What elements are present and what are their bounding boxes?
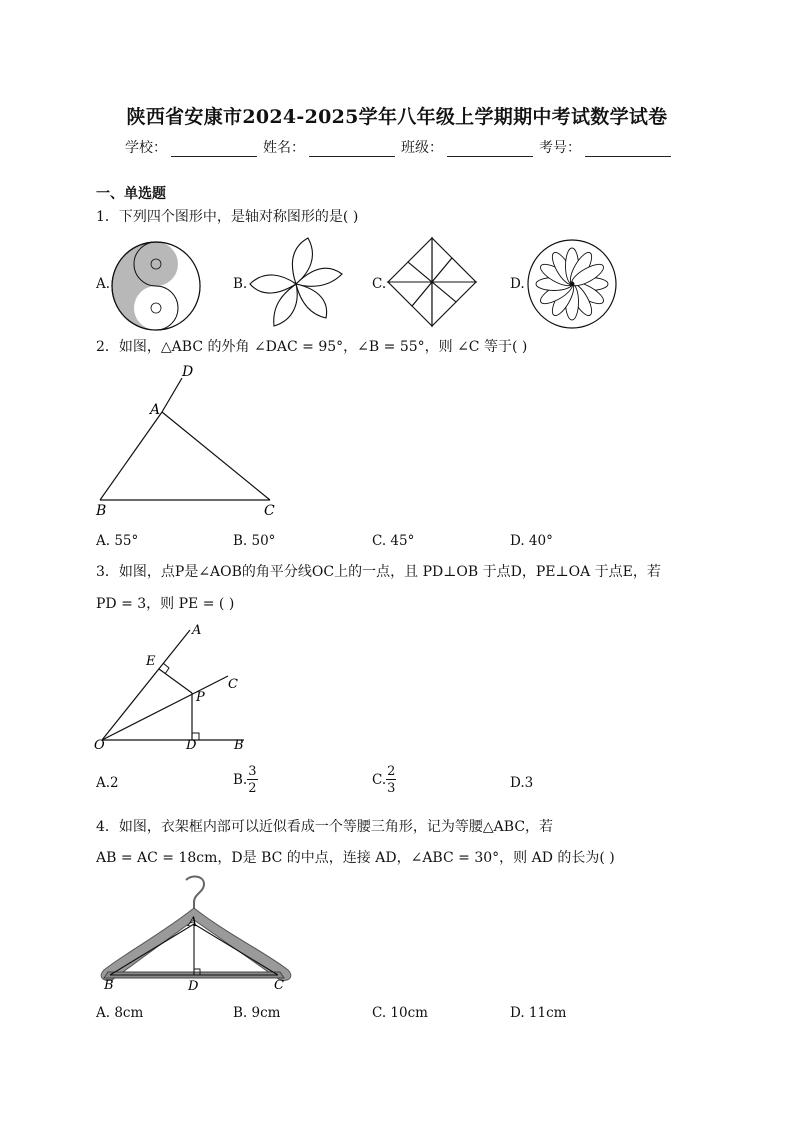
q2-label-d: D (182, 364, 194, 380)
q2-triangle-figure (90, 360, 290, 520)
q2-text: 2．如图，△ABC 的外角 ∠DAC = 95°，∠B = 55°，则 ∠C 等于( ) (96, 339, 528, 355)
name-label: 姓名： (263, 140, 305, 156)
q1-option-d-label: D. (510, 276, 525, 292)
q4-option-d: D. 11cm (510, 1005, 567, 1021)
exam-number-label: 考号： (539, 140, 581, 156)
q4-label-a: A (188, 915, 198, 930)
q4-option-a: A. 8cm (96, 1005, 144, 1021)
q3-option-d: D.3 (510, 775, 534, 791)
exam-number-blank (585, 140, 671, 157)
q3-option-b-numerator: 3 (248, 764, 257, 779)
school-label: 学校： (125, 140, 167, 156)
q4-text-line2: AB = AC = 18cm，D是 BC 的中点，连接 AD，∠ABC = 30°，则 AD 的长为( ) (96, 850, 615, 866)
q2-label-c: C (264, 503, 275, 519)
q1-option-a-label: A. (96, 276, 111, 292)
q3-option-c-prefix: C. (372, 772, 387, 788)
q1-option-b-label: B. (233, 276, 248, 292)
name-blank (309, 140, 395, 157)
q3-option-a: A.2 (96, 775, 119, 791)
q3-text-line1: 3．如图，点P是∠AOB的角平分线OC上的一点，且 PD⊥OB 于点D，PE⊥OA 于点E，若 (96, 564, 661, 580)
pinwheel-figure (386, 234, 478, 330)
q2-option-c: C. 45° (372, 533, 415, 549)
q1-option-c-label: C. (372, 276, 387, 292)
q3-label-c: C (228, 677, 238, 692)
q2-option-a: A. 55° (96, 533, 139, 549)
q3-label-e: E (146, 654, 156, 669)
q4-label-b: B (104, 978, 114, 993)
q2-label-a: A (150, 402, 161, 418)
q3-option-c-fraction (386, 765, 396, 795)
q2-option-d: D. 40° (510, 533, 553, 549)
yin-yang-figure (110, 240, 202, 332)
class-label: 班级： (401, 140, 443, 156)
q3-option-c-numerator: 2 (387, 764, 396, 779)
page-title: 陕西省安康市2024-2025学年八年级上学期期中考试数学试卷 (126, 106, 668, 128)
q1-text: 1．下列四个图形中，是轴对称图形的是( ) (96, 209, 359, 225)
q3-option-b (233, 765, 258, 795)
q2-label-b: B (96, 503, 107, 519)
circle-rosette-figure (526, 238, 618, 330)
q3-option-b-prefix: B. (233, 772, 248, 788)
q3-angle-bisector-figure (92, 618, 262, 753)
q3-label-d: D (186, 738, 197, 753)
q4-text-line1: 4．如图，衣架框内部可以近似看成一个等腰三角形，记为等腰△ABC，若 (96, 819, 554, 835)
rosette-center (570, 282, 574, 286)
q4-hanger-figure (94, 872, 306, 994)
class-blank (447, 140, 533, 157)
q4-label-d: D (188, 979, 199, 994)
school-blank (171, 140, 257, 157)
student-info-row (125, 137, 677, 157)
q4-option-b: B. 9cm (233, 1005, 281, 1021)
q3-option-c-denominator: 3 (387, 781, 396, 796)
q3-option-b-fraction (247, 765, 257, 795)
q2-option-b: B. 50° (233, 533, 276, 549)
q3-option-c (372, 765, 396, 795)
q4-label-c: C (274, 978, 284, 993)
petal-flower-figure (246, 237, 346, 331)
q3-label-b: B (234, 738, 244, 753)
q3-option-b-denominator: 2 (248, 781, 257, 796)
q3-label-o: O (94, 738, 105, 753)
q3-label-a: A (192, 623, 202, 638)
section-heading: 一、单选题 (96, 186, 166, 202)
q3-label-p: P (196, 690, 205, 705)
q3-text-line2: PD = 3，则 PE = ( ) (96, 596, 235, 612)
q4-option-c: C. 10cm (372, 1005, 428, 1021)
